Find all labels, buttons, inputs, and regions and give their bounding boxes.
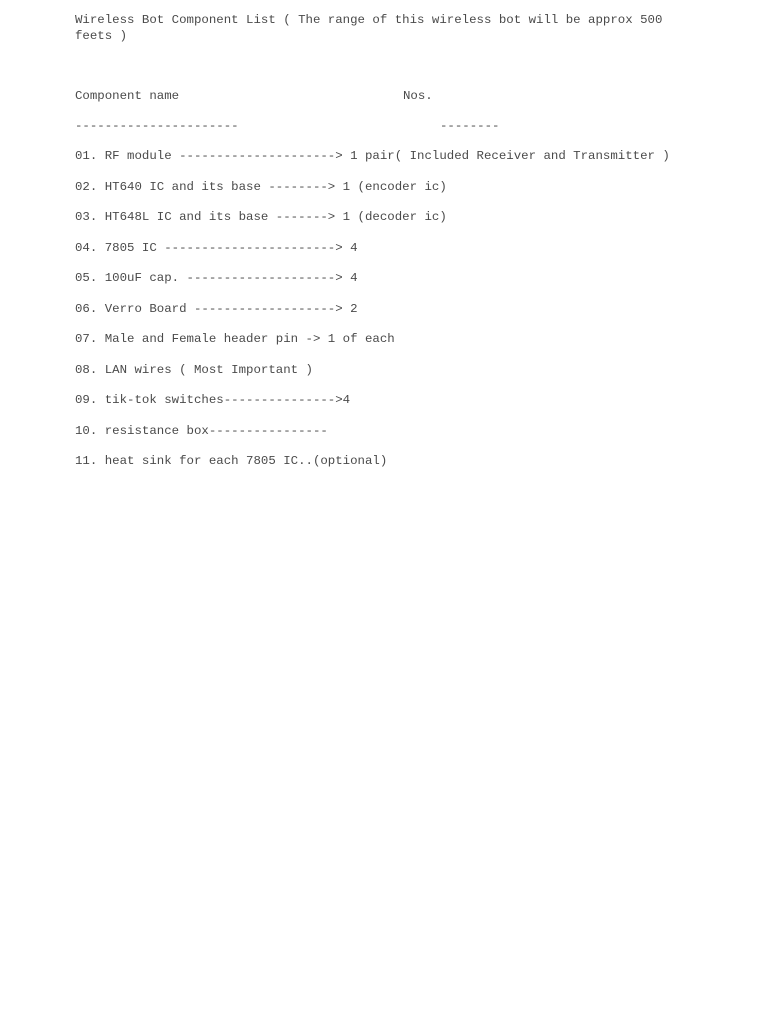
component-list	[75, 149, 675, 470]
list-item: 09. tik-tok switches--------------->4	[75, 393, 351, 407]
table-header	[75, 89, 675, 105]
component-name-header: Component name	[75, 89, 180, 103]
list-item: 01. RF module ---------------------> 1 pair( Included Receiver and Transmitter )	[75, 149, 670, 163]
list-item: 10. resistance box----------------	[75, 423, 328, 438]
header-underline	[75, 119, 675, 135]
document-title: Wireless Bot Component List ( The range of this wireless bot will be approx 500 feets )	[75, 13, 663, 43]
list-item: 02. HT640 IC and its base --------> 1 (encoder ic)	[75, 179, 447, 194]
nos-header: Nos.	[403, 89, 433, 103]
list-item: 11. heat sink for each 7805 IC..(optional)	[75, 454, 388, 468]
list-item: 08. LAN wires ( Most Important )	[75, 362, 313, 377]
list-item: 04. 7805 IC -----------------------> 4	[75, 240, 358, 255]
document-body	[75, 12, 675, 485]
list-item: 03. HT648L IC and its base -------> 1 (decoder ic)	[75, 210, 447, 224]
list-item: 05. 100uF cap. --------------------> 4	[75, 271, 358, 285]
nos-rule: --------	[440, 119, 500, 133]
component-name-rule: ----------------------	[75, 119, 239, 133]
list-item: 06. Verro Board -------------------> 2	[75, 301, 358, 316]
list-item: 07. Male and Female header pin -> 1 of each	[75, 332, 395, 346]
